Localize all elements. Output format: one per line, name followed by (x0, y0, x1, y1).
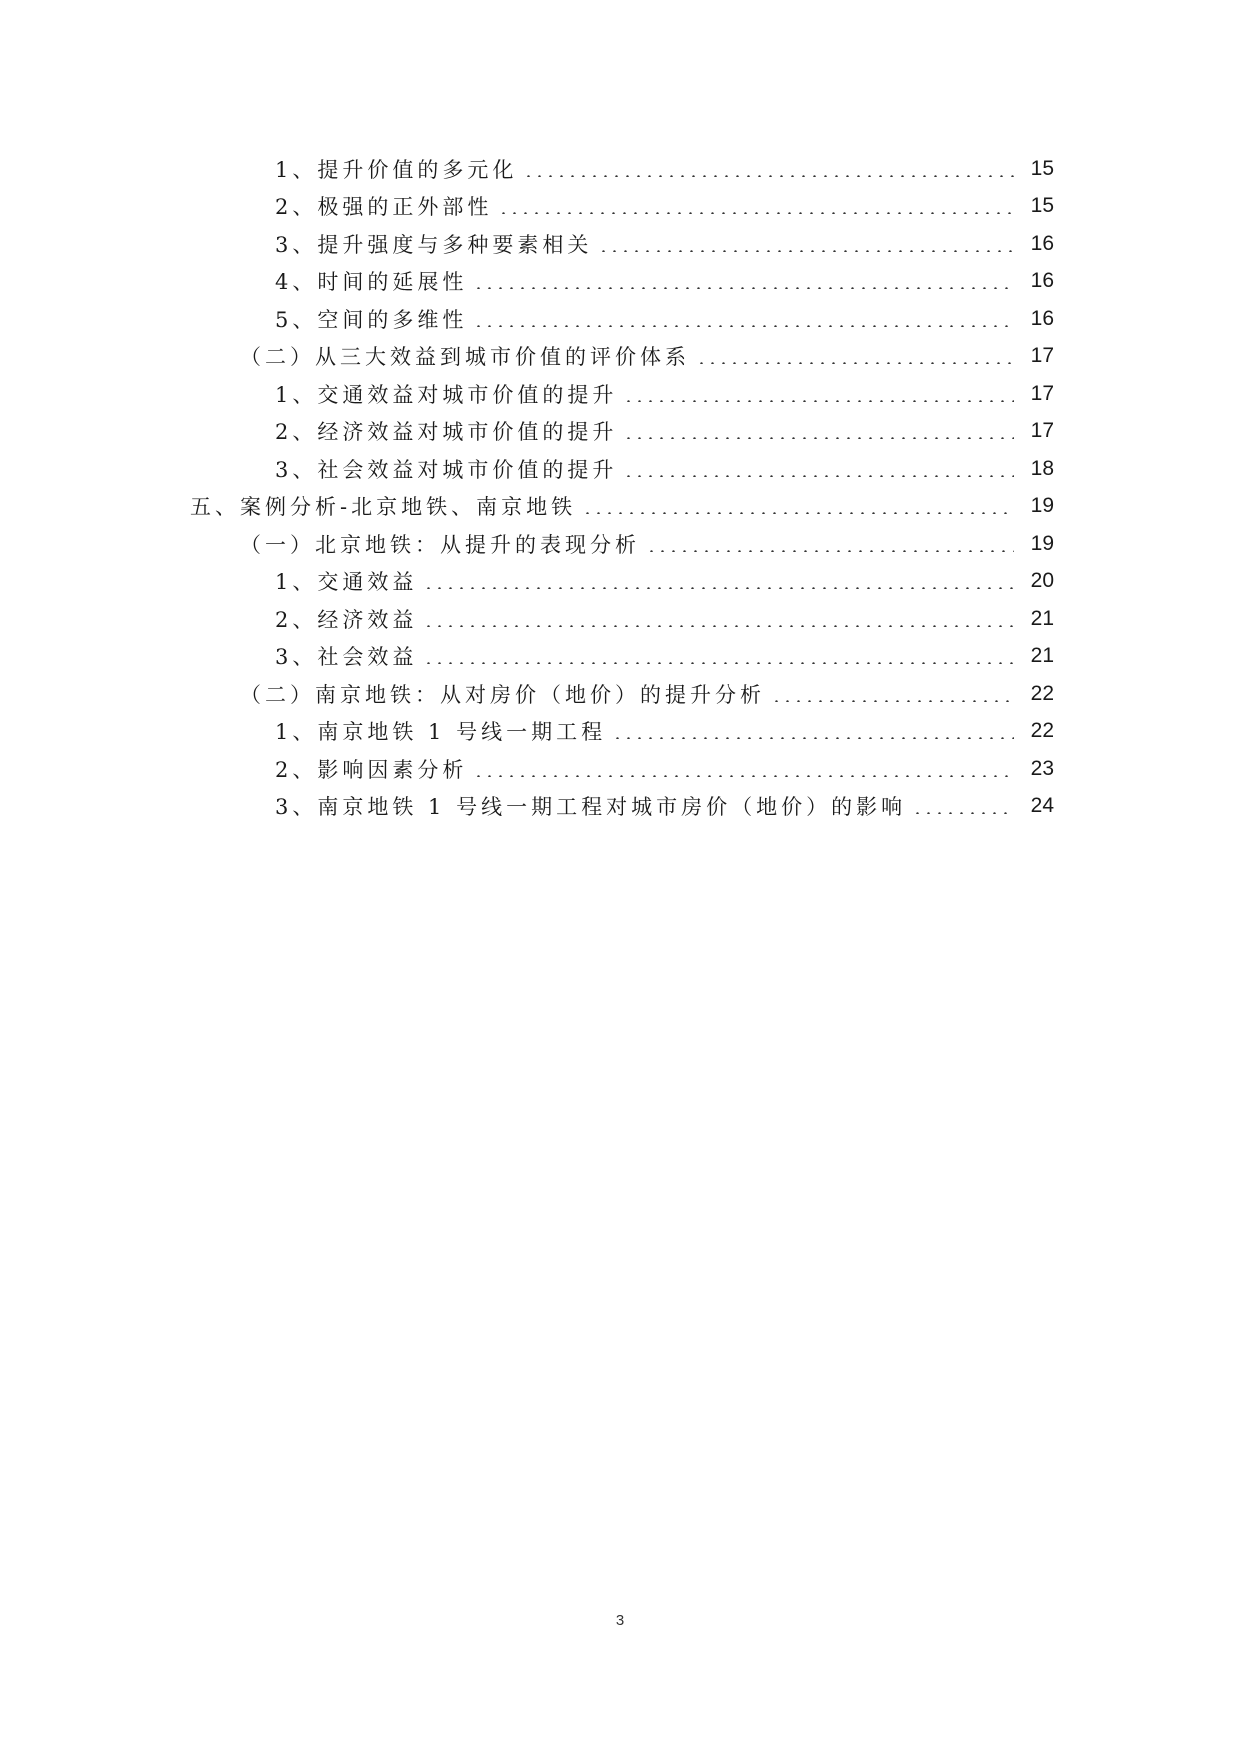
toc-entry[interactable] (0, 525, 1240, 563)
toc-entry-title: 3、南京地铁 1 号线一期工程对城市房价（地价）的影响 (275, 795, 907, 820)
toc-entry[interactable] (0, 713, 1240, 751)
toc-entry-title: （二）从三大效益到城市价值的评价体系 (240, 345, 690, 370)
dot-leader (423, 625, 1014, 627)
toc-entry-page: 21 (1030, 644, 1054, 668)
toc-entry-title: 4、时间的延展性 (275, 270, 468, 295)
toc-entry-title: 3、社会效益 (275, 645, 418, 670)
toc-entry-title: （二）南京地铁：从对房价（地价）的提升分析 (240, 682, 765, 707)
page-number: 3 (615, 1612, 625, 1629)
dot-leader (771, 700, 1014, 702)
toc-entry[interactable] (0, 638, 1240, 676)
dot-leader (612, 737, 1014, 739)
toc-entry[interactable] (0, 488, 1240, 526)
dot-leader (623, 400, 1014, 402)
toc-entry-title: 五、案例分析-北京地铁、南京地铁 (190, 495, 577, 520)
toc-entry-page: 15 (1030, 156, 1054, 180)
toc-entry-page: 22 (1030, 719, 1054, 743)
toc-entry-page: 19 (1030, 531, 1054, 555)
toc-entry-page: 16 (1030, 269, 1054, 293)
toc-entry[interactable] (0, 750, 1240, 788)
toc-entry[interactable] (0, 338, 1240, 376)
toc-entry-title: 3、提升强度与多种要素相关 (275, 232, 593, 257)
dot-leader (473, 775, 1014, 777)
toc-entry-page: 19 (1030, 494, 1054, 518)
toc-entry[interactable] (0, 788, 1240, 826)
toc-entry-page: 24 (1030, 794, 1054, 818)
toc-entry[interactable] (0, 413, 1240, 451)
toc-entry-title: （一）北京地铁：从提升的表现分析 (240, 532, 640, 557)
toc-entry-title: 2、极强的正外部性 (275, 195, 493, 220)
dot-leader (623, 475, 1014, 477)
dot-leader (646, 550, 1014, 552)
toc-entry-title: 1、交通效益 (275, 570, 418, 595)
toc-entry-page: 20 (1030, 569, 1054, 593)
dot-leader (473, 325, 1014, 327)
toc-entry-page: 17 (1030, 381, 1054, 405)
toc-entry[interactable] (0, 150, 1240, 188)
toc-entry[interactable] (0, 675, 1240, 713)
toc-entry-title: 1、提升价值的多元化 (275, 157, 518, 182)
toc-entry-title: 3、社会效益对城市价值的提升 (275, 457, 618, 482)
toc-entry[interactable] (0, 563, 1240, 601)
toc-entry-page: 16 (1030, 306, 1054, 330)
toc-entry[interactable] (0, 600, 1240, 638)
toc-entry-page: 18 (1030, 456, 1054, 480)
dot-leader (498, 212, 1014, 214)
toc-entry-page: 23 (1030, 756, 1054, 780)
dot-leader (623, 437, 1014, 439)
toc-entry-title: 2、影响因素分析 (275, 757, 468, 782)
dot-leader (582, 512, 1014, 514)
dot-leader (696, 362, 1014, 364)
toc-entry[interactable] (0, 450, 1240, 488)
dot-leader (423, 662, 1014, 664)
toc-entry-title: 5、空间的多维性 (275, 307, 468, 332)
toc-entry[interactable] (0, 263, 1240, 301)
toc-entry[interactable] (0, 225, 1240, 263)
toc-entry[interactable] (0, 375, 1240, 413)
toc-entry-title: 1、交通效益对城市价值的提升 (275, 382, 618, 407)
toc-entry-page: 22 (1030, 681, 1054, 705)
dot-leader (598, 250, 1014, 252)
toc-entry-page: 17 (1030, 419, 1054, 443)
toc-entry-page: 17 (1030, 344, 1054, 368)
dot-leader (523, 175, 1014, 177)
toc-entry[interactable] (0, 188, 1240, 226)
toc-entry[interactable] (0, 300, 1240, 338)
toc-entry-title: 2、经济效益对城市价值的提升 (275, 420, 618, 445)
toc-entry-page: 15 (1030, 194, 1054, 218)
dot-leader (423, 587, 1014, 589)
dot-leader (473, 287, 1014, 289)
toc-entry-page: 16 (1030, 231, 1054, 255)
toc-entry-title: 2、经济效益 (275, 607, 418, 632)
dot-leader (912, 812, 1014, 814)
toc-entry-title: 1、南京地铁 1 号线一期工程 (275, 720, 607, 745)
table-of-contents (0, 150, 1240, 825)
toc-entry-page: 21 (1030, 606, 1054, 630)
